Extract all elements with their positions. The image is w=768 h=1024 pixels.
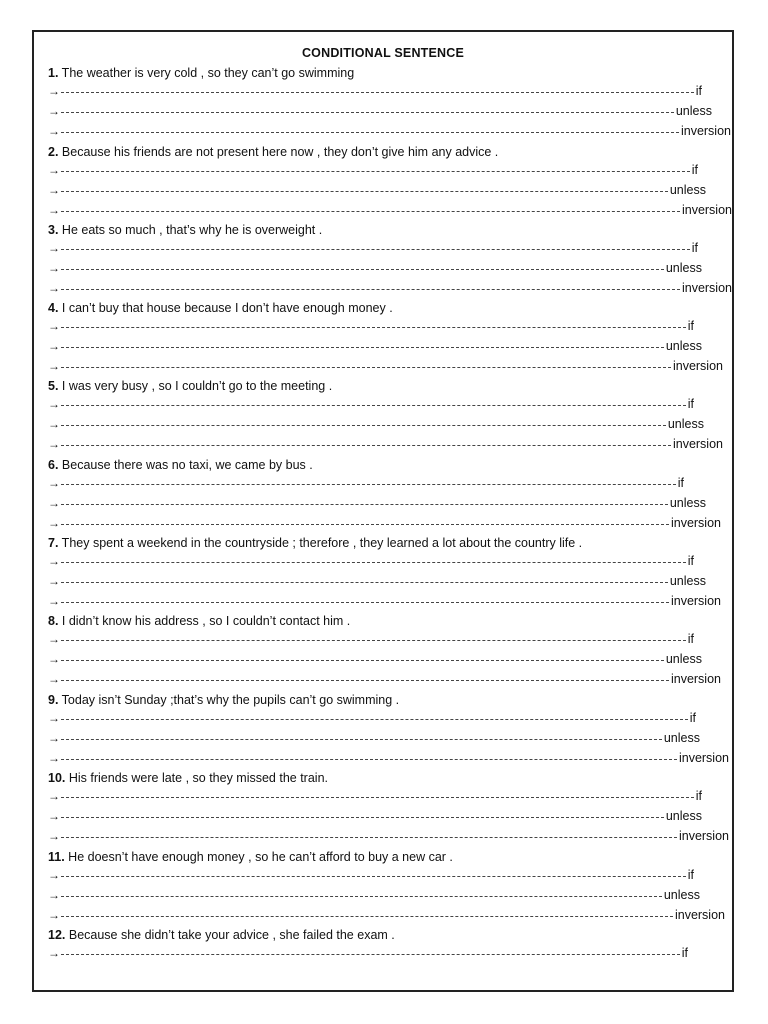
dotted-answer-line[interactable]: [61, 211, 680, 212]
arrow-icon: →: [48, 84, 60, 98]
dotted-answer-line[interactable]: [61, 896, 662, 897]
keyword-if: if: [691, 163, 698, 177]
dotted-answer-line[interactable]: [61, 347, 664, 348]
question-number: 1.: [48, 66, 59, 80]
arrow-icon: →: [48, 124, 60, 138]
arrow-icon: →: [48, 339, 60, 353]
answer-line-unless[interactable]: [48, 418, 704, 430]
answer-line-if[interactable]: [48, 555, 694, 567]
arrow-icon: →: [48, 496, 60, 510]
question-4: [48, 301, 393, 315]
answer-line-if[interactable]: [48, 712, 696, 724]
keyword-unless: unless: [663, 731, 700, 745]
keyword-if: if: [687, 319, 694, 333]
arrow-icon: →: [48, 594, 60, 608]
answer-line-if[interactable]: [48, 242, 698, 254]
answer-line-unless[interactable]: [48, 732, 700, 744]
arrow-icon: →: [48, 476, 60, 490]
question-text: He doesn’t have enough money , so he can’t afford to buy a new car .: [64, 850, 453, 864]
arrow-icon: →: [48, 632, 60, 646]
answer-line-unless[interactable]: [48, 262, 702, 274]
arrow-icon: →: [48, 829, 60, 843]
keyword-inversion: inversion: [672, 359, 723, 373]
arrow-icon: →: [48, 789, 60, 803]
arrow-icon: →: [48, 163, 60, 177]
question-number: 6.: [48, 458, 59, 472]
keyword-inversion: inversion: [681, 281, 732, 295]
question-text: I didn’t know his address , so I couldn’t contact him .: [58, 614, 351, 628]
dotted-answer-line[interactable]: [61, 327, 686, 328]
keyword-inversion: inversion: [670, 672, 721, 686]
dotted-answer-line[interactable]: [61, 405, 686, 406]
keyword-if: if: [691, 241, 698, 255]
keyword-unless: unless: [665, 809, 702, 823]
dotted-answer-line[interactable]: [61, 269, 664, 270]
question-number: 2.: [48, 145, 59, 159]
keyword-inversion: inversion: [674, 908, 725, 922]
dotted-answer-line[interactable]: [61, 367, 671, 368]
keyword-if: if: [687, 632, 694, 646]
keyword-if: if: [687, 868, 694, 882]
arrow-icon: →: [48, 261, 60, 275]
answer-line-inversion[interactable]: [48, 438, 723, 450]
answer-line-inversion[interactable]: [48, 517, 721, 529]
question-text: I was very busy , so I couldn’t go to the meeting .: [58, 379, 333, 393]
answer-line-unless[interactable]: [48, 575, 706, 587]
question-text: His friends were late , so they missed the train.: [65, 771, 329, 785]
answer-line-unless[interactable]: [48, 497, 706, 509]
answer-line-if[interactable]: [48, 164, 698, 176]
answer-line-unless[interactable]: [48, 653, 702, 665]
answer-line-inversion[interactable]: [48, 204, 732, 216]
arrow-icon: →: [48, 751, 60, 765]
keyword-if: if: [681, 946, 688, 960]
answer-line-if[interactable]: [48, 790, 702, 802]
answer-line-unless[interactable]: [48, 889, 700, 901]
arrow-icon: →: [48, 281, 60, 295]
question-9: [48, 693, 399, 707]
question-12: [48, 928, 395, 942]
dotted-answer-line[interactable]: [61, 249, 690, 250]
dotted-answer-line[interactable]: [61, 425, 666, 426]
question-text: I can’t buy that house because I don’t have enough money .: [58, 301, 393, 315]
question-number: 10.: [48, 771, 66, 785]
answer-line-unless[interactable]: [48, 340, 702, 352]
keyword-if: if: [695, 789, 702, 803]
question-number: 5.: [48, 379, 59, 393]
answer-line-inversion[interactable]: [48, 125, 731, 137]
arrow-icon: →: [48, 104, 60, 118]
answer-line-inversion[interactable]: [48, 282, 732, 294]
answer-line-if[interactable]: [48, 320, 694, 332]
arrow-icon: →: [48, 946, 60, 960]
keyword-unless: unless: [667, 417, 704, 431]
keyword-inversion: inversion: [678, 829, 729, 843]
question-2: [48, 145, 498, 159]
question-number: 7.: [48, 536, 59, 550]
arrow-icon: →: [48, 574, 60, 588]
keyword-inversion: inversion: [678, 751, 729, 765]
worksheet-frame: [32, 30, 734, 992]
question-text: They spent a weekend in the countryside ; therefore , they learned a lot about the country life .: [58, 536, 583, 550]
dotted-answer-line[interactable]: [61, 876, 686, 877]
dotted-answer-line[interactable]: [61, 719, 688, 720]
keyword-inversion: inversion: [680, 124, 731, 138]
keyword-inversion: inversion: [670, 594, 721, 608]
dotted-answer-line[interactable]: [61, 680, 669, 681]
answer-line-if[interactable]: [48, 85, 702, 97]
keyword-if: if: [695, 84, 702, 98]
dotted-answer-line[interactable]: [61, 739, 662, 740]
arrow-icon: →: [48, 397, 60, 411]
arrow-icon: →: [48, 554, 60, 568]
keyword-inversion: inversion: [681, 203, 732, 217]
keyword-inversion: inversion: [670, 516, 721, 530]
arrow-icon: →: [48, 417, 60, 431]
dotted-answer-line[interactable]: [61, 602, 669, 603]
keyword-unless: unless: [669, 496, 706, 510]
dotted-answer-line[interactable]: [61, 562, 686, 563]
dotted-answer-line[interactable]: [61, 660, 664, 661]
question-text: He eats so much , that’s why he is overweight .: [58, 223, 323, 237]
dotted-answer-line[interactable]: [61, 445, 671, 446]
arrow-icon: →: [48, 711, 60, 725]
dotted-answer-line[interactable]: [61, 524, 669, 525]
answer-line-unless[interactable]: [48, 810, 702, 822]
answer-line-inversion[interactable]: [48, 360, 723, 372]
worksheet-title: CONDITIONAL SENTENCE: [301, 46, 465, 60]
question-1: [48, 66, 354, 80]
question-text: Today isn’t Sunday ;that’s why the pupils can’t go swimming .: [58, 693, 400, 707]
question-text: Because his friends are not present here now , they don’t give him any advice .: [58, 145, 499, 159]
dotted-answer-line[interactable]: [61, 191, 668, 192]
answer-line-inversion[interactable]: [48, 752, 729, 764]
answer-line-unless[interactable]: [48, 105, 712, 117]
dotted-answer-line[interactable]: [61, 504, 668, 505]
question-8: [48, 614, 350, 628]
keyword-if: if: [677, 476, 684, 490]
keyword-unless: unless: [675, 104, 712, 118]
keyword-unless: unless: [665, 652, 702, 666]
dotted-answer-line[interactable]: [61, 817, 664, 818]
dotted-answer-line[interactable]: [61, 759, 677, 760]
dotted-answer-line[interactable]: [61, 171, 690, 172]
keyword-unless: unless: [665, 339, 702, 353]
keyword-unless: unless: [669, 183, 706, 197]
dotted-answer-line[interactable]: [61, 954, 680, 955]
question-number: 3.: [48, 223, 59, 237]
answer-line-inversion[interactable]: [48, 673, 721, 685]
arrow-icon: →: [48, 888, 60, 902]
arrow-icon: →: [48, 203, 60, 217]
dotted-answer-line[interactable]: [61, 640, 686, 641]
keyword-unless: unless: [669, 574, 706, 588]
question-6: [48, 458, 313, 472]
dotted-answer-line[interactable]: [61, 484, 676, 485]
keyword-unless: unless: [665, 261, 702, 275]
question-10: [48, 771, 328, 785]
arrow-icon: →: [48, 241, 60, 255]
keyword-if: if: [687, 554, 694, 568]
arrow-icon: →: [48, 868, 60, 882]
keyword-if: if: [687, 397, 694, 411]
answer-line-if[interactable]: [48, 398, 694, 410]
dotted-answer-line[interactable]: [61, 112, 674, 113]
question-text: Because she didn’t take your advice , she failed the exam .: [65, 928, 395, 942]
question-text: Because there was no taxi, we came by bus .: [58, 458, 313, 472]
answer-line-unless[interactable]: [48, 184, 706, 196]
question-number: 4.: [48, 301, 59, 315]
arrow-icon: →: [48, 652, 60, 666]
question-number: 12.: [48, 928, 66, 942]
arrow-icon: →: [48, 731, 60, 745]
question-7: [48, 536, 582, 550]
arrow-icon: →: [48, 908, 60, 922]
keyword-unless: unless: [663, 888, 700, 902]
dotted-answer-line[interactable]: [61, 916, 673, 917]
dotted-answer-line[interactable]: [61, 132, 679, 133]
arrow-icon: →: [48, 809, 60, 823]
arrow-icon: →: [48, 319, 60, 333]
question-11: [48, 850, 453, 864]
dotted-answer-line[interactable]: [61, 92, 694, 93]
answer-line-inversion[interactable]: [48, 595, 721, 607]
keyword-if: if: [689, 711, 696, 725]
dotted-answer-line[interactable]: [61, 289, 680, 290]
question-text: The weather is very cold , so they can’t go swimming: [58, 66, 355, 80]
answer-line-if[interactable]: [48, 869, 694, 881]
dotted-answer-line[interactable]: [61, 837, 677, 838]
arrow-icon: →: [48, 437, 60, 451]
answer-line-if[interactable]: [48, 633, 694, 645]
question-5: [48, 379, 332, 393]
answer-line-if[interactable]: [48, 477, 684, 489]
question-number: 8.: [48, 614, 59, 628]
keyword-inversion: inversion: [672, 437, 723, 451]
answer-line-inversion[interactable]: [48, 909, 725, 921]
question-number: 11.: [48, 850, 65, 864]
dotted-answer-line[interactable]: [61, 582, 668, 583]
dotted-answer-line[interactable]: [61, 797, 694, 798]
answer-line-inversion[interactable]: [48, 830, 729, 842]
arrow-icon: →: [48, 359, 60, 373]
arrow-icon: →: [48, 183, 60, 197]
arrow-icon: →: [48, 672, 60, 686]
question-3: [48, 223, 322, 237]
answer-line-if[interactable]: [48, 947, 688, 959]
arrow-icon: →: [48, 516, 60, 530]
question-number: 9.: [48, 693, 59, 707]
